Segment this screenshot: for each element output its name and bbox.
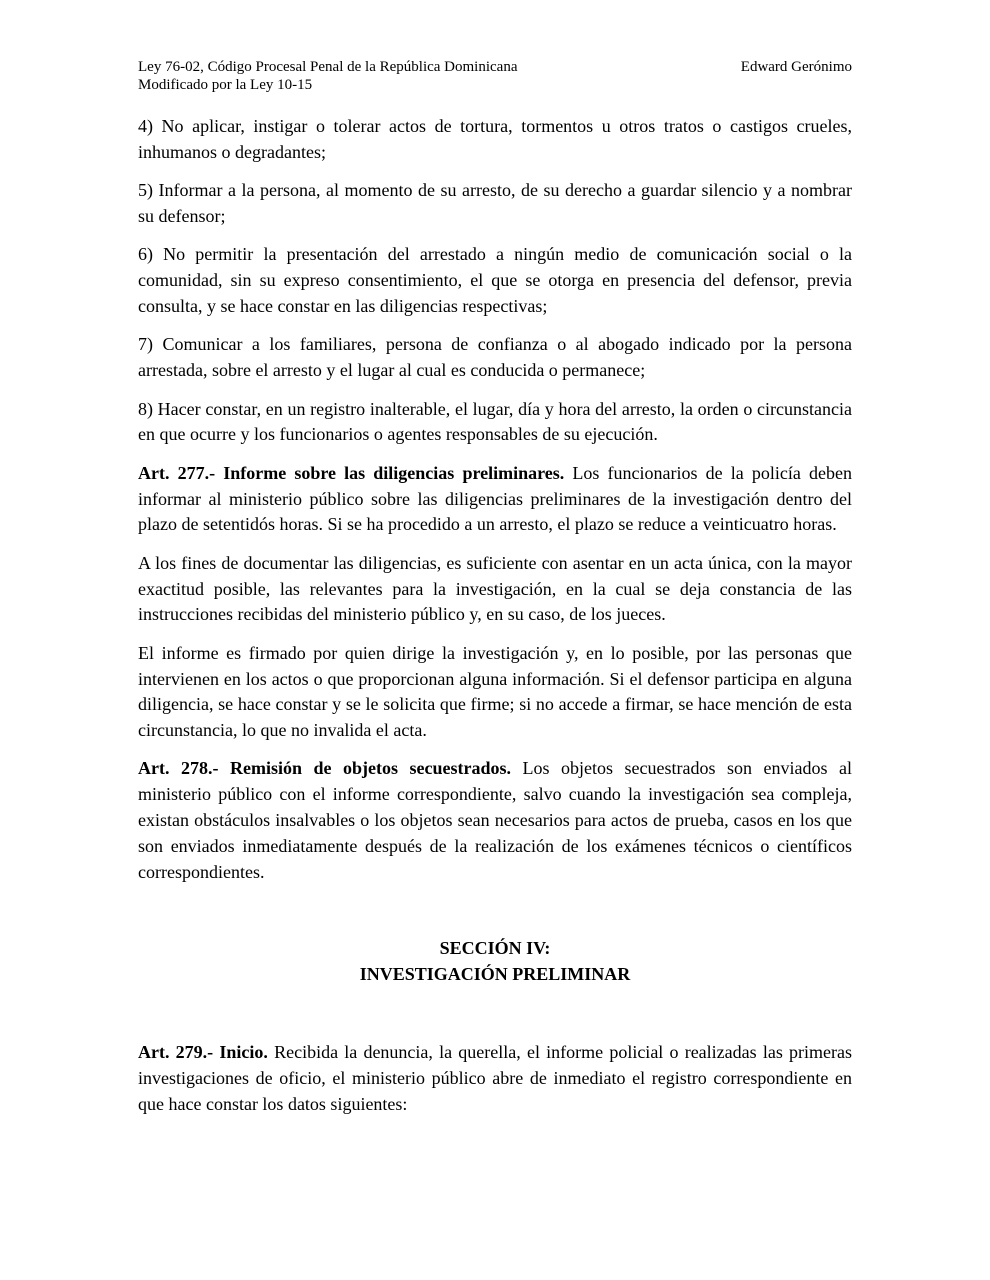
article-277-paragraph-3: El informe es firmado por quien dirige la investigación y, en lo posible, por las personas que intervienen en los actos o que proporcionan alguna información. Si el defensor participa en alguna diligencia, se hace constar y se le solicita que firme; si no accede a firmar, se hace mención de esta circunstancia, lo que no invalida el acta. (138, 642, 852, 741)
article-279-text: Recibida la denuncia, la querella, el informe policial o realizadas las primeras investigaciones de oficio, el ministerio público abre de inmediato el registro correspondiente en que hace constar los datos siguientes: (138, 1042, 853, 1115)
article-278-heading: Art. 278.- Remisión de objetos secuestrados. (138, 758, 511, 779)
section-number: SECCIÓN IV: (439, 938, 551, 959)
article-278 (138, 756, 852, 885)
list-item-5: 5) Informar a la persona, al momento de su arresto, de su derecho a guardar silencio y a nombrar su defensor; (138, 180, 852, 226)
list-item-8: 8) Hacer constar, en un registro inalterable, el lugar, día y hora del arresto, la orden o circunstancia en que ocurre y los funcionarios o agentes responsables de su ejecución. (138, 398, 852, 445)
article-278-text: Los objetos secuestrados son enviados al ministerio público con el informe correspondiente, salvo cuando la investigación sea compleja, existan obstáculos insalvables o los objetos sean necesarios para actos de prueba, casos en los que son enviados inmediatamente después de la realización de los exámenes técnicos o científicos correspondientes. (138, 758, 852, 882)
article-279 (138, 1040, 852, 1117)
article-277-text: Los funcionarios de la policía deben informar al ministerio público sobre las diligencias preliminares de la investigación dentro del plazo de setentidós horas. Si se ha procedido a un arresto, el plazo se reduce a veinticuatro horas. (138, 462, 852, 535)
header-modification-note: Modificado por la Ley 10-15 (138, 77, 313, 93)
list-item-4: 4) No aplicar, instigar o tolerar actos de tortura, tormentos u otros tratos o castigos crueles, inhumanos o degradantes; (138, 116, 852, 162)
header-law-title: Ley 76-02, Código Procesal Penal de la República Dominicana (138, 59, 518, 75)
section-heading (138, 935, 852, 987)
article-277 (138, 461, 852, 538)
page-header (138, 58, 852, 94)
header-author: Edward Gerónimo (740, 59, 852, 75)
list-item-7: 7) Comunicar a los familiares, persona de confianza o al abogado indicado por la persona arrestada, sobre el arresto y el lugar al cual es conducida o permanece; (138, 334, 852, 381)
list-item-6: 6) No permitir la presentación del arrestado a ningún medio de comunicación social o la comunidad, sin su expreso consentimiento, el que se otorga en presencia del defensor, previa consulta, y se hace constar en las diligencias respectivas; (138, 244, 852, 316)
section-title: INVESTIGACIÓN PRELIMINAR (359, 964, 631, 985)
header-row (138, 58, 852, 76)
article-277-heading: Art. 277.- Informe sobre las diligencias preliminares. (138, 462, 565, 483)
document-body (138, 114, 852, 1130)
article-279-heading: Art. 279.- Inicio. (138, 1042, 268, 1063)
article-277-paragraph-2: A los fines de documentar las diligencias, es suficiente con asentar en un acta única, con la mayor exactitud posible, las relevantes para la investigación, en la cual se deja constancia de las instrucciones recibidas del ministerio público y, en su caso, de los jueces. (138, 552, 852, 625)
